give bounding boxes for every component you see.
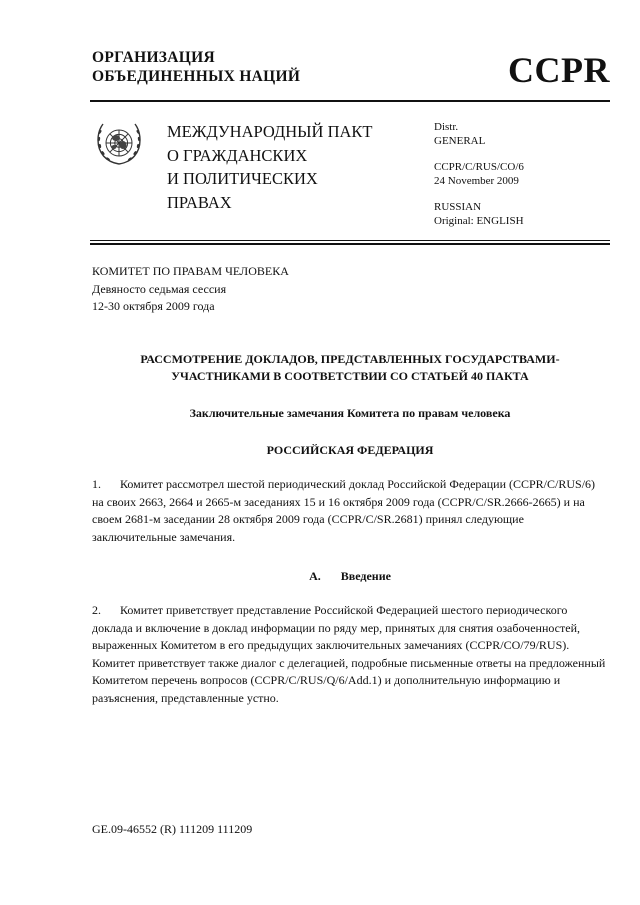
document-title	[90, 351, 610, 385]
section-a-heading	[90, 568, 610, 585]
covenant-line-1: МЕЖДУНАРОДНЫЙ ПАКТ	[167, 122, 373, 141]
org-line-2: ОБЪЕДИНЕННЫХ НАЦИЙ	[92, 68, 301, 85]
header-rule-bottom	[90, 243, 610, 245]
covenant-line-3: И ПОЛИТИЧЕСКИХ	[167, 169, 318, 188]
title-line-2: УЧАСТНИКАМИ В СООТВЕТСТВИИ СО СТАТЬЕЙ 40 ПАКТА	[171, 369, 529, 383]
section-letter: A.	[309, 569, 321, 583]
covenant-title	[167, 120, 373, 214]
header-rule-thin	[90, 240, 610, 241]
distr-general: GENERAL	[434, 134, 486, 147]
distr-label: Distr.	[434, 121, 459, 133]
paragraph-text: Комитет рассмотрел шестой периодический доклад Российской Федерации (CCPR/C/RUS/6) на своих 2663, 2664 и 2665-м заседаниях 15 и 16 октября 2009 года (CCPR/C/SR.2666-2665) и на своем 2681-м заседании 28 октября 2009 года (CCPR/C/SR.2681) принял следующие заключительные замечания.	[92, 477, 596, 544]
title-line-1: РАССМОТРЕНИЕ ДОКЛАДОВ, ПРЕДСТАВЛЕННЫХ ГОСУДАРСТВАМИ-	[140, 352, 560, 366]
organization-name	[92, 48, 300, 86]
document-symbol: CCPR/C/RUS/CO/6	[434, 161, 524, 173]
country-heading: РОССИЙСКАЯ ФЕДЕРАЦИЯ	[266, 443, 434, 457]
document-code: CCPR	[508, 50, 610, 90]
document-language: RUSSIAN	[434, 201, 482, 213]
paragraph-number: 1.	[92, 477, 101, 491]
paragraph-1	[92, 476, 607, 546]
committee-session: Девяносто седьмая сессия	[92, 281, 227, 296]
covenant-line-2: О ГРАЖДАНСКИХ	[167, 145, 308, 165]
covenant-line-4: ПРАВАХ	[167, 192, 232, 212]
header-rule-top	[90, 100, 610, 102]
un-emblem-icon	[94, 118, 144, 168]
section-title: Введение	[340, 569, 391, 583]
document-subtitle: Заключительные замечания Комитета по правам человека	[189, 406, 511, 420]
committee-name: КОМИТЕТ ПО ПРАВАМ ЧЕЛОВЕКА	[92, 264, 289, 278]
committee-dates: 12-30 октября 2009 года	[92, 299, 215, 313]
distribution-block	[434, 121, 524, 228]
paragraph-text: Комитет приветствует представление Российской Федерацией шестого периодического доклада и включение в доклад информации по ряду мер, принятых для снятия озабоченностей, выраженных Комитетом в его предыдущих заключительных замечаниях (CCPR/CO/79/RUS). Комитет приветствует также диалог с делегацией, подробные письменные ответы на предложенный Комитетом перечень вопросов (CCPR/C/RUS/Q/6/Add.1) и дополнительную информацию и разъяснения, представленные устно.	[92, 603, 606, 705]
document-date: 24 November 2009	[434, 174, 519, 187]
paragraph-2	[92, 602, 607, 708]
original-language: Original: ENGLISH	[434, 214, 524, 227]
committee-block	[92, 263, 289, 316]
document-footer: GE.09-46552 (R) 111209 111209	[92, 822, 253, 836]
paragraph-number: 2.	[92, 603, 101, 617]
org-line-1: ОРГАНИЗАЦИЯ	[92, 49, 215, 66]
